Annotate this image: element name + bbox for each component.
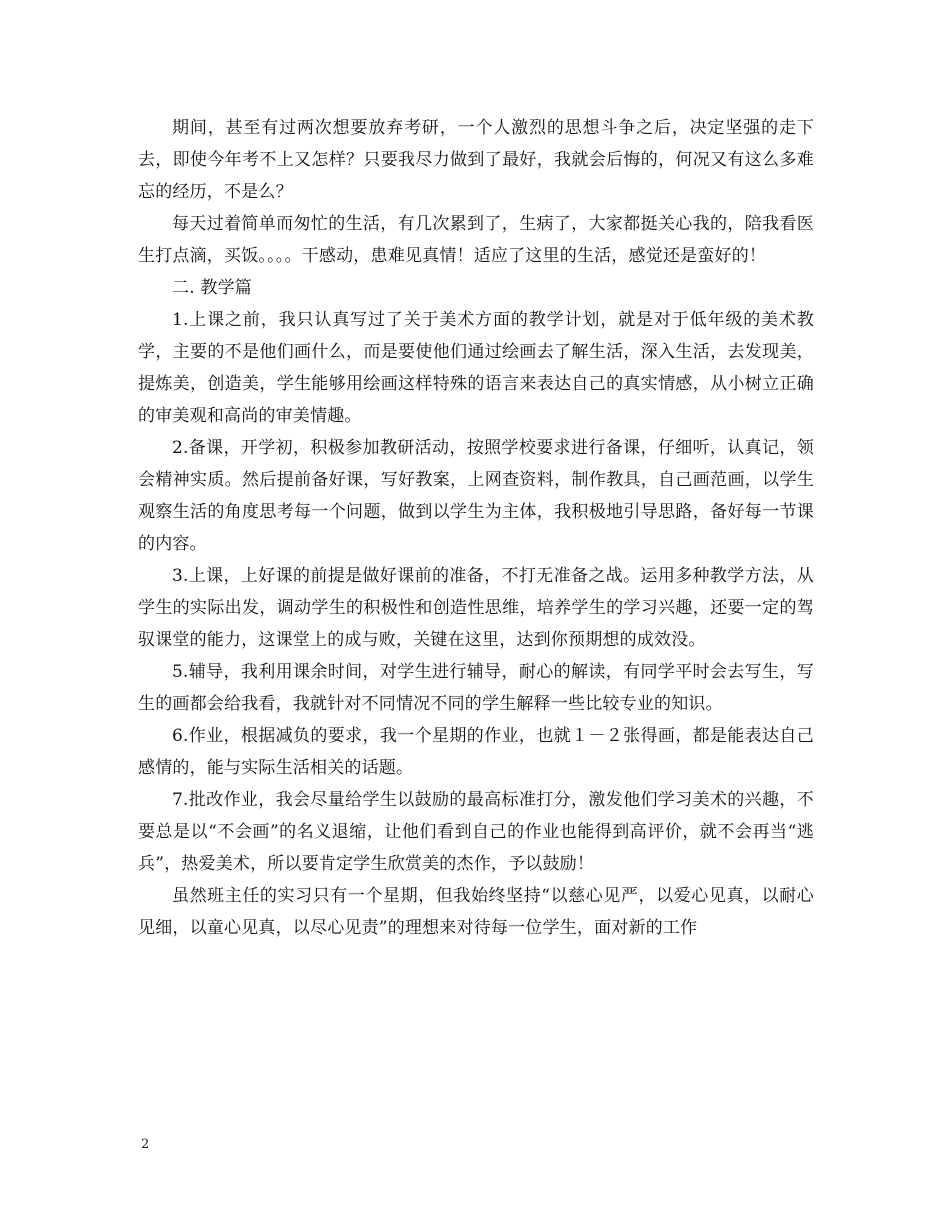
paragraph-homework: 6.作业，根据减负的要求，我一个星期的作业，也就１－２张得画，都是能表达自己感情的，能与实际生活相关的话题。 bbox=[138, 726, 814, 778]
paragraph-lesson-prep: 2.备课，开学初，积极参加教研活动，按照学校要求进行备课，仔细听，认真记，领会精神实质。然后提前备好课，写好教案，上网查资料，制作教具，自己画范画，以学生观察生活的角度思考每一个问题，做到以学生为主体，我积极地引导思路，备好每一节课的内容。 bbox=[138, 438, 814, 554]
paragraph-tutoring: 5.辅导，我利用课余时间，对学生进行辅导，耐心的解读，有同学平时会去写生，写生的画都会给我看，我就针对不同情况不同的学生解释一些比较专业的知识。 bbox=[138, 662, 814, 714]
paragraph-daily-life: 每天过着简单而匆忙的生活，有几次累到了，生病了，大家都挺关心我的，陪我看医生打点滴，买饭。。。。干感动，患难见真情！适应了这里的生活，感觉还是蛮好的！ bbox=[138, 214, 814, 266]
section-heading-teaching: 二. 教学篇 bbox=[172, 278, 253, 298]
paragraph-head-teacher: 虽然班主任的实习只有一个星期，但我始终坚持“以慈心见严，以爱心见真，以耐心见细，以童心见真，以尽心见责”的理想来对待每一位学生，面对新的工作 bbox=[138, 886, 814, 938]
paragraph-grading: 7.批改作业，我会尽量给学生以鼓励的最高标准打分，激发他们学习美术的兴趣，不要总是以“不会画”的名义退缩，让他们看到自己的作业也能得到高评价，就不会再当“逃兵”，热爱美术，所以要肯定学生欣赏美的杰作，予以鼓励！ bbox=[138, 790, 814, 874]
paragraph-exam-struggle: 期间，甚至有过两次想要放弃考研，一个人激烈的思想斗争之后，决定坚强的走下去，即使今年考不上又怎样？只要我尽力做到了最好，我就会后悔的，何况又有这么多难忘的经历，不是么？ bbox=[138, 118, 814, 202]
paragraph-before-class: 1.上课之前，我只认真写过了关于美术方面的教学计划，就是对于低年级的美术教学，主要的不是他们画什么，而是要使他们通过绘画去了解生活，深入生活，去发现美，提炼美，创造美，学生能够用绘画这样特殊的语言来表达自己的真实情感，从小树立正确的审美观和高尚的审美情趣。 bbox=[138, 310, 814, 426]
paragraph-teaching-class: 3.上课，上好课的前提是做好课前的准备，不打无准备之战。运用多种教学方法，从学生的实际出发，调动学生的积极性和创造性思维，培养学生的学习兴趣，还要一定的驾驭课堂的能力，这课堂上的成与败，关键在这里，达到你预期想的成效没。 bbox=[138, 566, 814, 650]
page-number: 2 bbox=[141, 1137, 150, 1152]
document-body bbox=[138, 112, 814, 944]
